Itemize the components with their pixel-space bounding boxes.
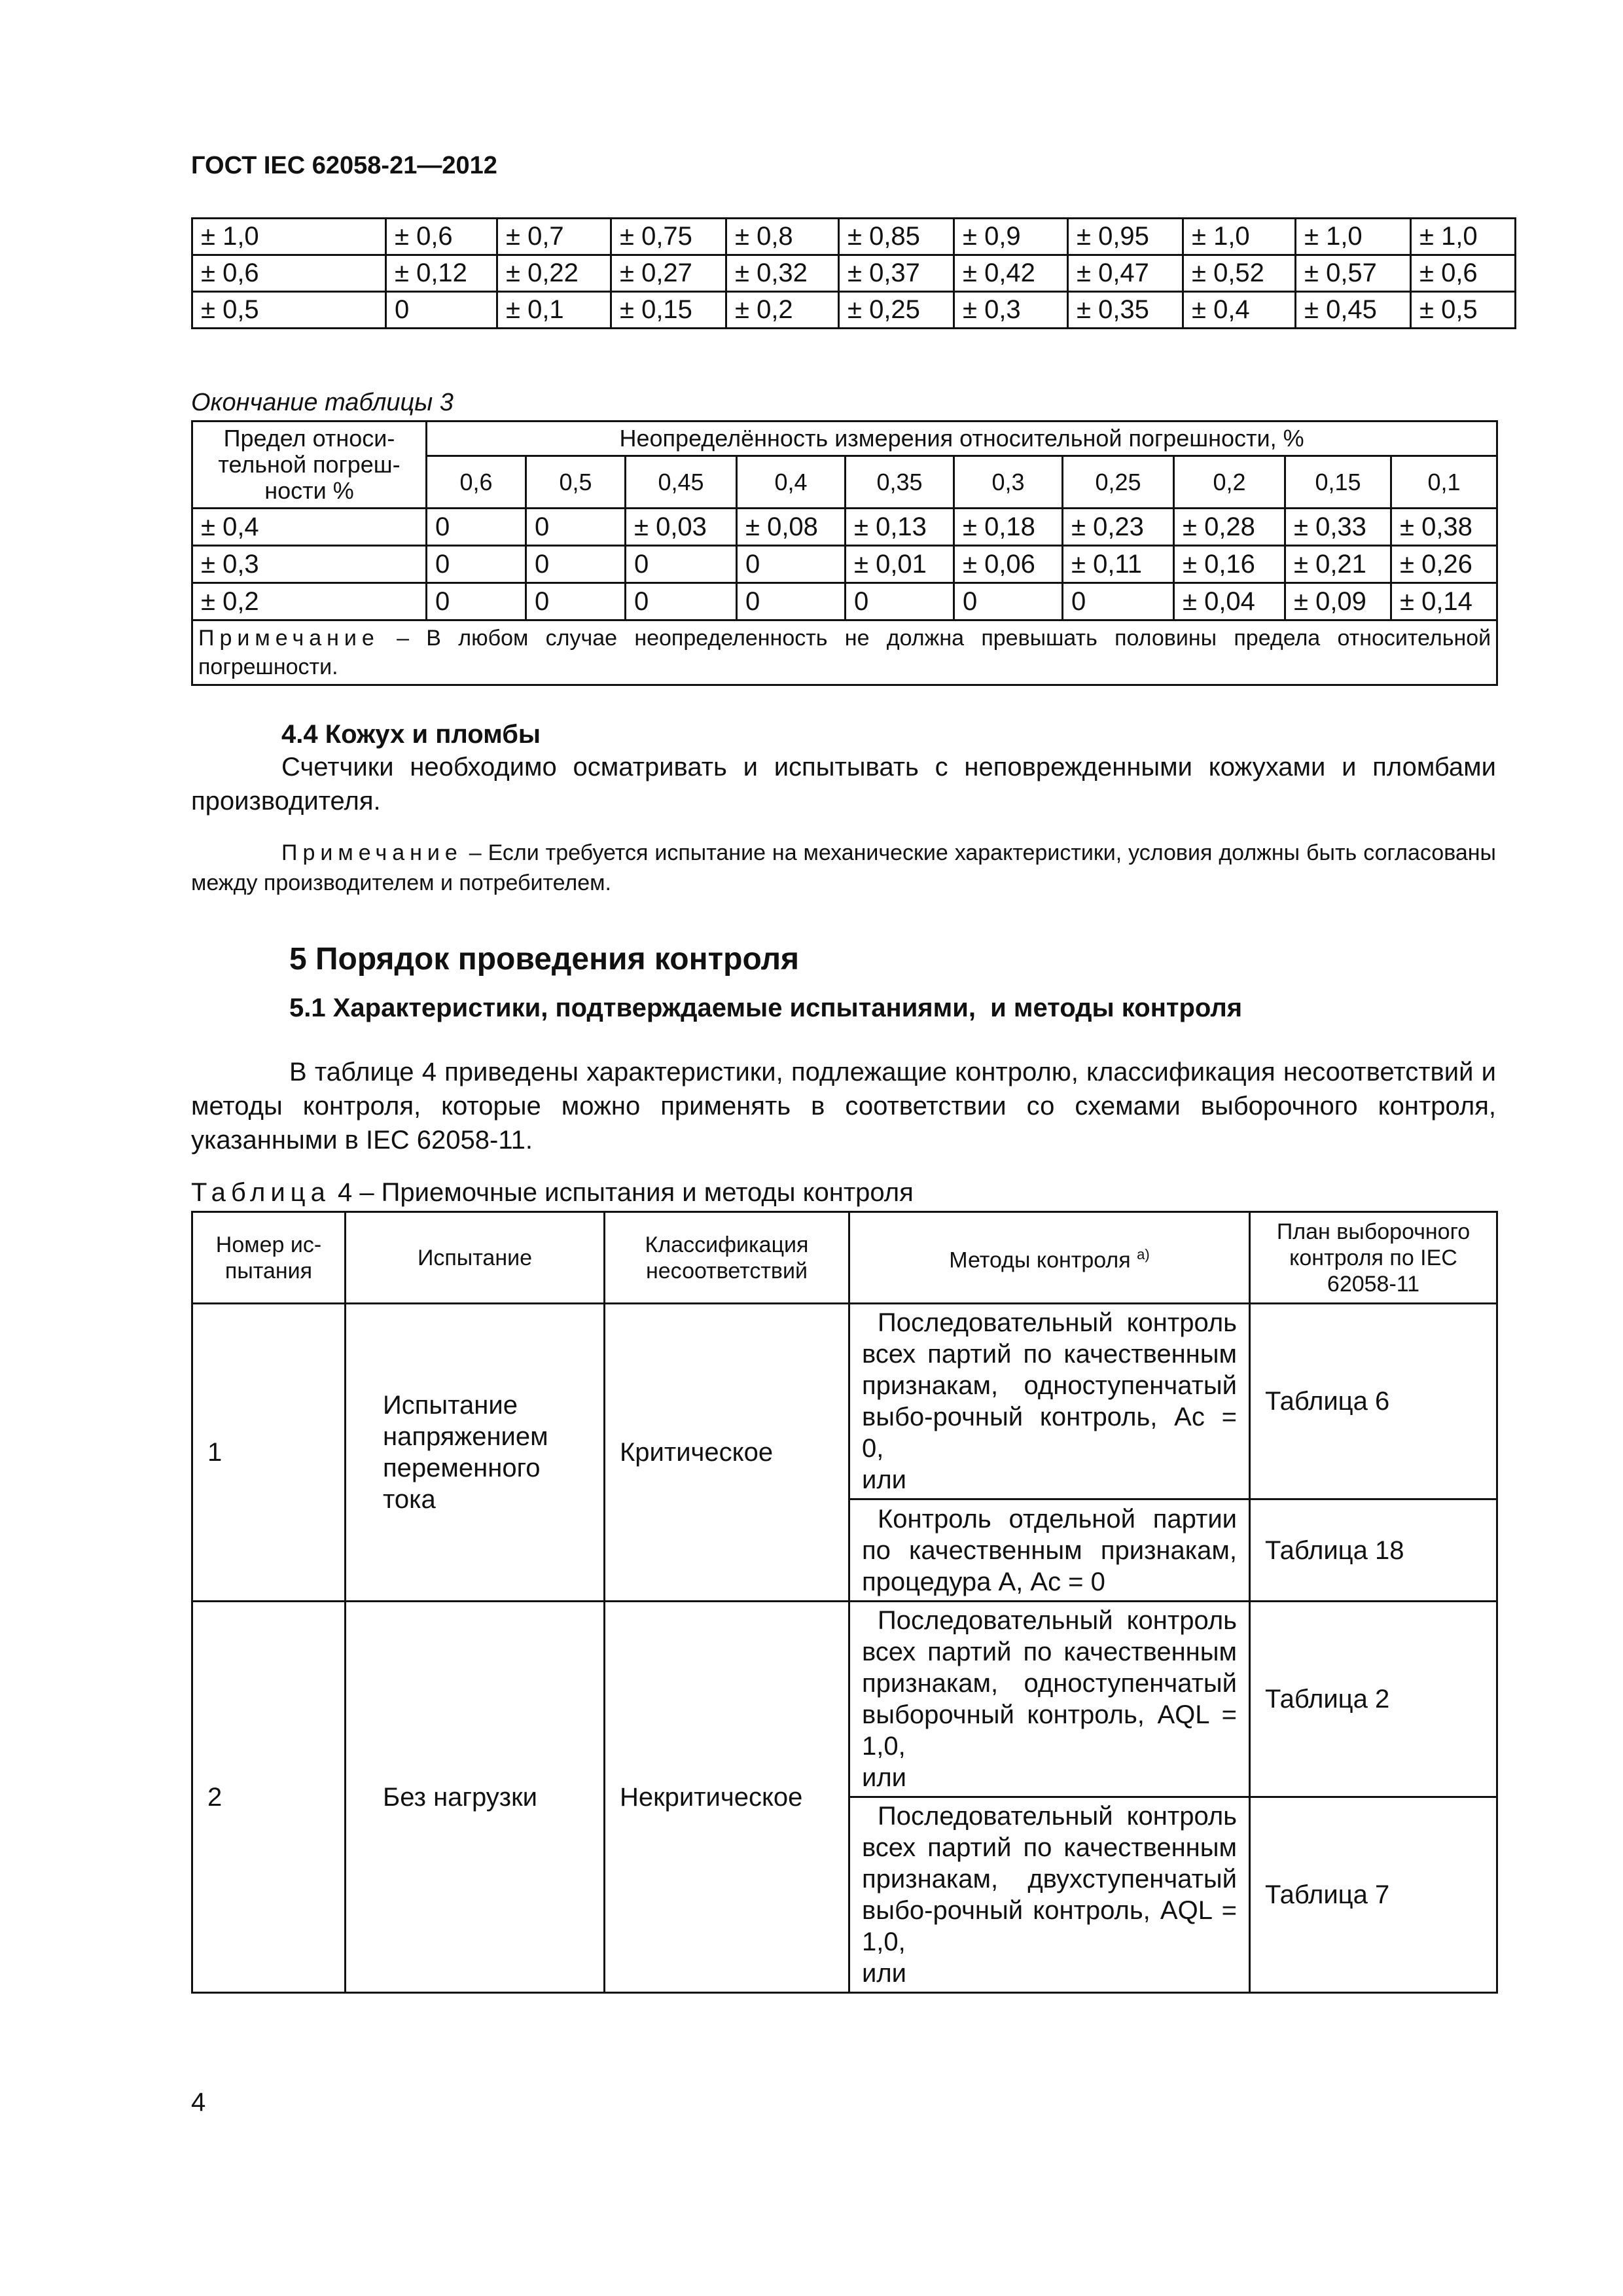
table4-caption bbox=[191, 1178, 914, 1208]
table-cell: ± 0,85 bbox=[839, 219, 954, 255]
table-cell: ± 0,32 bbox=[726, 255, 839, 292]
table3-column-header: 0,6 bbox=[427, 456, 526, 509]
table-row bbox=[192, 219, 1516, 255]
table4-caption-label: Таблица bbox=[191, 1178, 330, 1207]
table-cell: ± 0,3 bbox=[192, 546, 427, 583]
table4-method bbox=[849, 1499, 1250, 1602]
table-row bbox=[192, 546, 1497, 583]
table-row bbox=[192, 255, 1516, 292]
table-cell: ± 0,16 bbox=[1174, 546, 1285, 583]
table3-continuation-rows bbox=[191, 217, 1516, 329]
table-row bbox=[192, 1304, 1497, 1499]
table-cell: 0 bbox=[1063, 583, 1174, 620]
table4-classification: Некритическое bbox=[605, 1602, 849, 1993]
table4-test-number: 2 bbox=[192, 1602, 346, 1993]
table-cell: ± 0,18 bbox=[954, 509, 1063, 546]
section-5-text: В таблице 4 приведены характеристики, подлежащие контролю, классификация несоответствий и методы контроля, которые можно применять в соответствии со схемами выборочного контроля, указанными в IEC 62058-11. bbox=[191, 1058, 1496, 1155]
table3-column-header: 0,5 bbox=[526, 456, 626, 509]
table-cell: ± 0,1 bbox=[497, 292, 611, 329]
table4-test-number: 1 bbox=[192, 1304, 346, 1602]
table-cell: ± 0,52 bbox=[1183, 255, 1296, 292]
table-cell: ± 0,6 bbox=[1411, 255, 1516, 292]
note-text: – В любом случае неопределенность не должна превышать половины предела относительной погрешности. bbox=[198, 626, 1491, 679]
table-cell: ± 0,37 bbox=[839, 255, 954, 292]
table4-test-name: Без нагрузки bbox=[346, 1602, 605, 1993]
table-cell: ± 0,21 bbox=[1285, 546, 1391, 583]
table4-header-method-footnote: а) bbox=[1137, 1246, 1150, 1263]
section-5-1-title: 5.1 Характеристики, подтверждаемые испытаниями, и методы контроля bbox=[289, 994, 1243, 1022]
table-cell: 0 bbox=[846, 583, 954, 620]
table-cell: ± 0,95 bbox=[1068, 219, 1183, 255]
table3-column-header: 0,1 bbox=[1391, 456, 1497, 509]
section-5-title: 5 Порядок проведения контроля bbox=[289, 942, 800, 977]
table4-method bbox=[849, 1602, 1250, 1797]
table4-method-or: или bbox=[862, 1763, 907, 1792]
table-row bbox=[192, 509, 1497, 546]
table-cell: ± 0,5 bbox=[192, 292, 386, 329]
note-label: Примечание bbox=[198, 626, 380, 651]
table3-column-header: 0,15 bbox=[1285, 456, 1391, 509]
table3-row-header: Предел относи-тельной погреш-ности % bbox=[192, 422, 427, 509]
note-text: – Если требуется испытание на механические характеристики, условия должны быть согласованы между производителем и потребителем. bbox=[191, 840, 1496, 895]
table3-column-header: 0,45 bbox=[626, 456, 737, 509]
table-cell: ± 0,23 bbox=[1063, 509, 1174, 546]
table4-method bbox=[849, 1304, 1250, 1499]
table-cell: ± 0,35 bbox=[1068, 292, 1183, 329]
table-cell: ± 1,0 bbox=[1183, 219, 1296, 255]
table-cell: ± 0,01 bbox=[846, 546, 954, 583]
table-cell: 0 bbox=[427, 509, 526, 546]
table4-method-or: или bbox=[862, 1959, 907, 1988]
table-cell: ± 0,6 bbox=[386, 219, 497, 255]
table-cell: ± 0,22 bbox=[497, 255, 611, 292]
page-number: 4 bbox=[191, 2088, 206, 2117]
table-cell: ± 0,33 bbox=[1285, 509, 1391, 546]
table-cell: ± 0,08 bbox=[737, 509, 846, 546]
table4-method bbox=[849, 1797, 1250, 1993]
table4-header-num: Номер ис-пытания bbox=[192, 1212, 346, 1304]
table-cell: ± 0,75 bbox=[611, 219, 726, 255]
table4-header-method bbox=[849, 1212, 1250, 1304]
table-cell: ± 0,11 bbox=[1063, 546, 1174, 583]
table4-header-test: Испытание bbox=[346, 1212, 605, 1304]
table3-note bbox=[192, 620, 1497, 685]
table4-classification: Критическое bbox=[605, 1304, 849, 1602]
table4-plan: Таблица 18 bbox=[1250, 1499, 1497, 1602]
table-cell: ± 1,0 bbox=[1411, 219, 1516, 255]
table4-method-text: Последовательный контроль всех партий по качественным признакам, одноступенчатый выбо-рочный контроль, Ac = 0, bbox=[862, 1308, 1237, 1463]
table3-column-header: 0,4 bbox=[737, 456, 846, 509]
table4-caption-text: 4 – Приемочные испытания и методы контроля bbox=[330, 1178, 914, 1207]
table-cell: 0 bbox=[427, 583, 526, 620]
table3-column-header: 0,25 bbox=[1063, 456, 1174, 509]
table-cell: ± 0,38 bbox=[1391, 509, 1497, 546]
table4-plan: Таблица 2 bbox=[1250, 1602, 1497, 1797]
document-header: ГОСТ IEC 62058-21—2012 bbox=[191, 152, 497, 179]
table-cell: ± 0,9 bbox=[954, 219, 1068, 255]
table3-column-header: 0,2 bbox=[1174, 456, 1285, 509]
table3-note-row bbox=[192, 620, 1497, 685]
section-4-4-title: 4.4 Кожух и пломбы bbox=[281, 720, 541, 749]
note-label: Примечание bbox=[281, 840, 463, 865]
table-cell: ± 0,2 bbox=[192, 583, 427, 620]
table4-plan: Таблица 6 bbox=[1250, 1304, 1497, 1499]
table-row bbox=[192, 1602, 1497, 1797]
table-cell: ± 0,7 bbox=[497, 219, 611, 255]
table3-end bbox=[191, 420, 1498, 686]
table-cell: ± 0,25 bbox=[839, 292, 954, 329]
table-cell: 0 bbox=[386, 292, 497, 329]
table-cell: 0 bbox=[526, 546, 626, 583]
table3-end-caption: Окончание таблицы 3 bbox=[191, 389, 454, 416]
table-cell: ± 0,03 bbox=[626, 509, 737, 546]
table-cell: ± 1,0 bbox=[1296, 219, 1411, 255]
table-cell: 0 bbox=[737, 583, 846, 620]
table-cell: ± 0,12 bbox=[386, 255, 497, 292]
table-cell: ± 0,6 bbox=[192, 255, 386, 292]
table3-column-header: 0,3 bbox=[954, 456, 1063, 509]
table-cell: 0 bbox=[626, 583, 737, 620]
table-cell: ± 0,09 bbox=[1285, 583, 1391, 620]
table3-column-header: 0,35 bbox=[846, 456, 954, 509]
table4-method-text: Контроль отдельной партии по качественным признакам, процедура А, Ac = 0 bbox=[862, 1504, 1237, 1596]
table-cell: ± 0,4 bbox=[192, 509, 427, 546]
table4-test-name: Испытание напряжением переменного тока bbox=[346, 1304, 605, 1602]
table-cell: ± 0,14 bbox=[1391, 583, 1497, 620]
table-cell: ± 0,5 bbox=[1411, 292, 1516, 329]
table-cell: 0 bbox=[526, 509, 626, 546]
table-cell: ± 0,2 bbox=[726, 292, 839, 329]
section-4-4-text: Счетчики необходимо осматривать и испытывать с неповрежденными кожухами и пломбами производителя. bbox=[191, 753, 1496, 816]
table-cell: ± 0,04 bbox=[1174, 583, 1285, 620]
table-cell: ± 0,47 bbox=[1068, 255, 1183, 292]
table4-plan: Таблица 7 bbox=[1250, 1797, 1497, 1993]
table-cell: ± 0,27 bbox=[611, 255, 726, 292]
table3-group-header: Неопределённость измерения относительной погрешности, % bbox=[427, 422, 1497, 456]
table4-header-plan: План выборочного контроля по IEC 62058-11 bbox=[1250, 1212, 1497, 1304]
table-cell: ± 1,0 bbox=[192, 219, 386, 255]
table-cell: 0 bbox=[427, 546, 526, 583]
table4-method-text: Последовательный контроль всех партий по качественным признакам, двухступенчатый выбо-рочный контроль, AQL = 1,0, bbox=[862, 1802, 1237, 1956]
table-cell: ± 0,28 bbox=[1174, 509, 1285, 546]
table4-header-method-text: Методы контроля bbox=[949, 1247, 1131, 1273]
table-cell: ± 0,15 bbox=[611, 292, 726, 329]
table-cell: ± 0,57 bbox=[1296, 255, 1411, 292]
table-cell: ± 0,8 bbox=[726, 219, 839, 255]
table-row bbox=[192, 292, 1516, 329]
table-cell: ± 0,42 bbox=[954, 255, 1068, 292]
table-cell: ± 0,13 bbox=[846, 509, 954, 546]
table-cell: ± 0,4 bbox=[1183, 292, 1296, 329]
table-cell: ± 0,26 bbox=[1391, 546, 1497, 583]
table-cell: ± 0,06 bbox=[954, 546, 1063, 583]
section-4-4-note bbox=[191, 838, 1496, 898]
table-cell: ± 0,3 bbox=[954, 292, 1068, 329]
table4 bbox=[191, 1211, 1498, 1994]
table-cell: ± 0,45 bbox=[1296, 292, 1411, 329]
table-cell: 0 bbox=[737, 546, 846, 583]
table4-header-class: Классификация несоответствий bbox=[605, 1212, 849, 1304]
table-cell: 0 bbox=[526, 583, 626, 620]
table-cell: 0 bbox=[626, 546, 737, 583]
table4-method-or: или bbox=[862, 1465, 907, 1494]
table-cell: 0 bbox=[954, 583, 1063, 620]
table-row bbox=[192, 583, 1497, 620]
table4-method-text: Последовательный контроль всех партий по качественным признакам, одноступенчатый выборочный контроль, AQL = 1,0, bbox=[862, 1606, 1237, 1761]
